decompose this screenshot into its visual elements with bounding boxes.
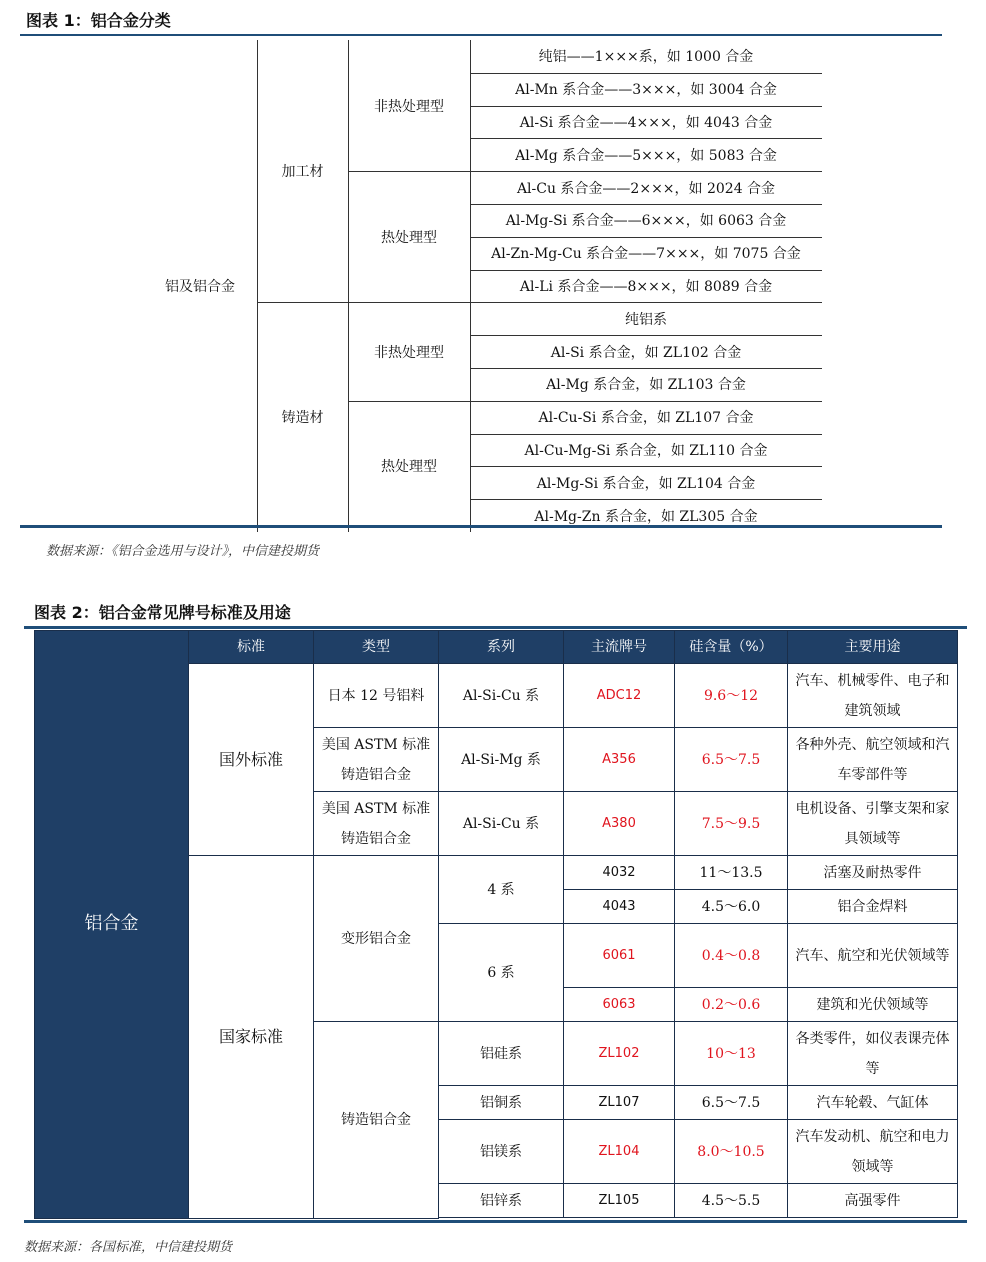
tree-row-line — [470, 466, 822, 467]
root-label: 铝及铝合金 — [165, 279, 235, 295]
figure2-top-rule — [24, 626, 967, 629]
silicon-cell: 10～13 — [675, 1022, 788, 1086]
grade-cell: ZL107 — [564, 1086, 675, 1120]
usage-cell: 高强零件 — [788, 1184, 958, 1218]
usage-cell: 汽车、航空和光伏领域等 — [788, 924, 958, 988]
wrought-alloy-cell: 变形铝合金 — [314, 856, 439, 1022]
usage-cell: 铝合金焊料 — [788, 890, 958, 924]
tree-row-line — [470, 368, 822, 369]
silicon-cell: 6.5～7.5 — [675, 1086, 788, 1120]
aluminum-alloy-cell: 铝合金 — [35, 631, 189, 1219]
classification-item: 纯铝——1×××系，如 1000 合金 — [538, 49, 754, 66]
usage-cell: 各类零件，如仪表课壳体等 — [788, 1022, 958, 1086]
classification-item: Al-Li 系合金——8×××，如 8089 合金 — [519, 279, 773, 295]
tree-vline — [257, 40, 258, 532]
series-cell: 铝镁系 — [439, 1120, 564, 1184]
header-standard: 标准 — [189, 631, 314, 664]
grade-cell: ADC12 — [564, 664, 675, 728]
series-6-cell: 6 系 — [439, 924, 564, 1022]
subgroup-line — [348, 171, 470, 172]
grade-cell: 6061 — [564, 924, 675, 988]
tree-row-line — [470, 434, 822, 435]
national-standard-cell: 国家标准 — [189, 856, 314, 1219]
header-type: 类型 — [314, 631, 439, 664]
grade-cell: A380 — [564, 792, 675, 856]
series-cell: Al-Si-Cu 系 — [439, 792, 564, 856]
series-4-cell: 4 系 — [439, 856, 564, 924]
subgroup-label: 热处理型 — [381, 459, 437, 476]
silicon-cell: 6.5～7.5 — [675, 728, 788, 792]
tree-row-line — [470, 204, 822, 205]
usage-cell: 建筑和光伏领域等 — [788, 988, 958, 1022]
figure2-title: 图表 2：铝合金常见牌号标准及用途 — [34, 603, 291, 622]
classification-item: Al-Cu-Mg-Si 系合金，如 ZL110 合金 — [524, 443, 768, 459]
classification-item: Al-Mg 系合金，如 ZL103 合金 — [546, 377, 746, 394]
group-label: 加工材 — [281, 164, 324, 181]
group-line — [257, 302, 348, 303]
grade-cell: ZL105 — [564, 1184, 675, 1218]
grade-cell: ZL102 — [564, 1022, 675, 1086]
header-usage: 主要用途 — [788, 631, 958, 664]
silicon-cell: 4.5～5.5 — [675, 1184, 788, 1218]
series-cell: 铝铜系 — [439, 1086, 564, 1120]
subgroup-label: 非热处理型 — [374, 344, 444, 361]
grade-cell: ZL104 — [564, 1120, 675, 1184]
grade-cell: 4043 — [564, 890, 675, 924]
tree-row-line — [470, 237, 822, 238]
silicon-cell: 9.6～12 — [675, 664, 788, 728]
silicon-cell: 8.0～10.5 — [675, 1120, 788, 1184]
silicon-cell: 7.5～9.5 — [675, 792, 788, 856]
subgroup-line — [348, 401, 470, 402]
subgroup-label: 热处理型 — [381, 229, 437, 246]
silicon-cell: 11～13.5 — [675, 856, 788, 890]
tree-row-line — [470, 335, 822, 336]
header-grade: 主流牌号 — [564, 631, 675, 664]
classification-item: Al-Cu 系合金——2×××，如 2024 合金 — [516, 180, 776, 197]
usage-cell: 活塞及耐热零件 — [788, 856, 958, 890]
tree-row-line — [470, 499, 822, 500]
figure1-source: 数据来源：《铝合金选用与设计》，中信建投期货 — [46, 544, 320, 559]
header-series: 系列 — [439, 631, 564, 664]
silicon-cell: 4.5～6.0 — [675, 890, 788, 924]
classification-item: 纯铝系 — [625, 311, 667, 328]
tree-row-line — [470, 171, 822, 172]
series-cell: Al-Si-Mg 系 — [439, 728, 564, 792]
tree-vline — [348, 40, 349, 532]
series-cell: 铝硅系 — [439, 1022, 564, 1086]
figure1-title: 图表 1：铝合金分类 — [26, 11, 171, 30]
classification-item: Al-Si 系合金——4×××，如 4043 合金 — [519, 115, 773, 131]
tree-row-line — [470, 106, 822, 107]
alloy-standards-table — [34, 630, 958, 1219]
grade-cell: 4032 — [564, 856, 675, 890]
figure1-top-rule — [20, 34, 942, 36]
type-cell: 美国 ASTM 标准铸造铝合金 — [314, 728, 439, 792]
tree-row-line — [470, 138, 822, 139]
classification-item: Al-Zn-Mg-Cu 系合金——7×××，如 7075 合金 — [491, 246, 801, 263]
series-cell: 铝锌系 — [439, 1184, 564, 1218]
usage-cell: 电机设备、引擎支架和家具领域等 — [788, 792, 958, 856]
type-cell: 日本 12 号铝料 — [314, 664, 439, 728]
classification-item: Al-Mg-Si 系合金，如 ZL104 合金 — [536, 475, 756, 492]
tree-row-line — [470, 401, 822, 402]
group-label: 铸造材 — [281, 410, 324, 427]
classification-item: Al-Si 系合金，如 ZL102 合金 — [550, 344, 742, 361]
silicon-cell: 0.2～0.6 — [675, 988, 788, 1022]
tree-row-line — [470, 270, 822, 271]
classification-item: Al-Mg 系合金——5×××，如 5083 合金 — [515, 147, 777, 164]
header-silicon: 硅含量（%） — [675, 631, 788, 664]
silicon-cell: 0.4～0.8 — [675, 924, 788, 988]
usage-cell: 汽车、机械零件、电子和建筑领域 — [788, 664, 958, 728]
classification-item: Al-Cu-Si 系合金，如 ZL107 合金 — [538, 410, 754, 427]
classification-item: Al-Mn 系合金——3×××，如 3004 合金 — [515, 82, 777, 99]
grade-cell: 6063 — [564, 988, 675, 1022]
usage-cell: 汽车发动机、航空和电力领域等 — [788, 1120, 958, 1184]
tree-vline — [470, 40, 471, 532]
tree-row-line — [470, 302, 822, 303]
series-cell: Al-Si-Cu 系 — [439, 664, 564, 728]
grade-cell: A356 — [564, 728, 675, 792]
figure1-bottom-rule — [20, 525, 942, 528]
classification-item: Al-Mg-Si 系合金——6×××，如 6063 合金 — [505, 213, 787, 230]
foreign-standard-cell: 国外标准 — [189, 664, 314, 856]
cast-alloy-cell: 铸造铝合金 — [314, 1022, 439, 1219]
figure2-bottom-rule — [24, 1220, 967, 1223]
usage-cell: 各种外壳、航空领域和汽车零部件等 — [788, 728, 958, 792]
classification-item: Al-Mg-Zn 系合金，如 ZL305 合金 — [534, 508, 758, 525]
type-cell: 美国 ASTM 标准铸造铝合金 — [314, 792, 439, 856]
subgroup-line — [348, 302, 470, 303]
figure2-source: 数据来源：各国标准，中信建投期货 — [24, 1240, 233, 1255]
usage-cell: 汽车轮毂、气缸体 — [788, 1086, 958, 1120]
tree-row-line — [470, 73, 822, 74]
subgroup-label: 非热处理型 — [374, 98, 444, 115]
